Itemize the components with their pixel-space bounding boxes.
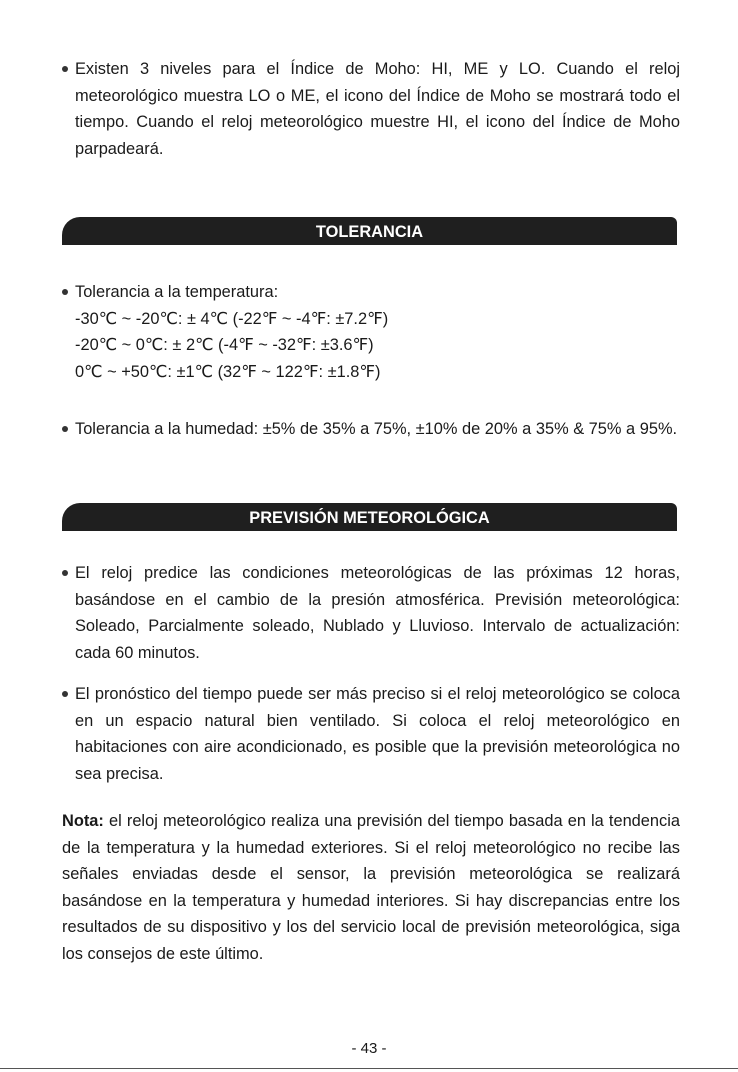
bullet-icon	[62, 691, 68, 697]
bullet-icon	[62, 426, 68, 432]
forecast-prediction-text: El reloj predice las condiciones meteorológicas de las próximas 12 horas, basándose en el cambio de la presión atmosférica. Previsión meteorológica: Soleado, Parcialmente soleado, Nublado y Lluvioso. Intervalo de actualización: cada 60 minutos.	[75, 564, 680, 662]
tolerance-title: TOLERANCIA	[315, 223, 424, 241]
humidity-tolerance-item	[62, 416, 680, 443]
temperature-tolerance-label: Tolerancia a la temperatura:	[75, 283, 279, 301]
bullet-icon	[62, 66, 68, 72]
tolerance-banner	[62, 217, 677, 245]
forecast-banner	[62, 503, 677, 531]
bullet-icon	[62, 570, 68, 576]
mold-index-item	[62, 56, 680, 162]
temperature-range-1: -30℃ ~ -20℃: ± 4℃ (-22℉ ~ -4℉: ±7.2℉)	[75, 309, 389, 328]
page-number: - 43 -	[351, 1040, 387, 1057]
forecast-title: PREVISIÓN METEOROLÓGICA	[249, 509, 490, 527]
tolerance-banner-rule	[62, 243, 677, 245]
forecast-note	[62, 808, 680, 967]
note-label: Nota:	[62, 812, 104, 830]
note-text: el reloj meteorológico realiza una previsión del tiempo basada en la tendencia de la temperatura y la humedad exteriores. Si el reloj meteorológico no recibe las señales enviadas desde el sensor, la previsión meteorológica se realizará basándose en la temperatura y humedad interiores. Si hay discrepancias entre los resultados de su dispositivo y los del servicio local de previsión meteorológica, siga los consejos de este último.	[62, 812, 680, 963]
forecast-banner-rule	[62, 529, 677, 531]
forecast-placement-text: El pronóstico del tiempo puede ser más preciso si el reloj meteorológico se coloca en un espacio natural bien ventilado. Si coloca el reloj meteorológico en habitaciones con aire acondicionado, es posible que la previsión meteorológica no sea precisa.	[75, 685, 680, 783]
humidity-tolerance-text: Tolerancia a la humedad: ±5% de 35% a 75%, ±10% de 20% a 35% & 75% a 95%.	[75, 420, 678, 438]
temperature-range-2: -20℃ ~ 0℃: ± 2℃ (-4℉ ~ -32℉: ±3.6℉)	[75, 336, 374, 354]
temperature-tolerance-item	[62, 279, 680, 385]
temperature-range-3: 0℃ ~ +50℃: ±1℃ (32℉ ~ 122℉: ±1.8℉)	[75, 362, 381, 381]
bottom-rule	[0, 1068, 738, 1069]
forecast-item-prediction	[62, 560, 680, 666]
forecast-item-placement	[62, 681, 680, 787]
mold-index-text: Existen 3 niveles para el Índice de Moho: HI, ME y LO. Cuando el reloj meteorológico muestra LO o ME, el icono del Índice de Moho se mostrará todo el tiempo. Cuando el reloj meteorológico muestre HI, el icono del Índice de Moho parpadeará.	[75, 60, 680, 158]
bullet-icon	[62, 289, 68, 295]
